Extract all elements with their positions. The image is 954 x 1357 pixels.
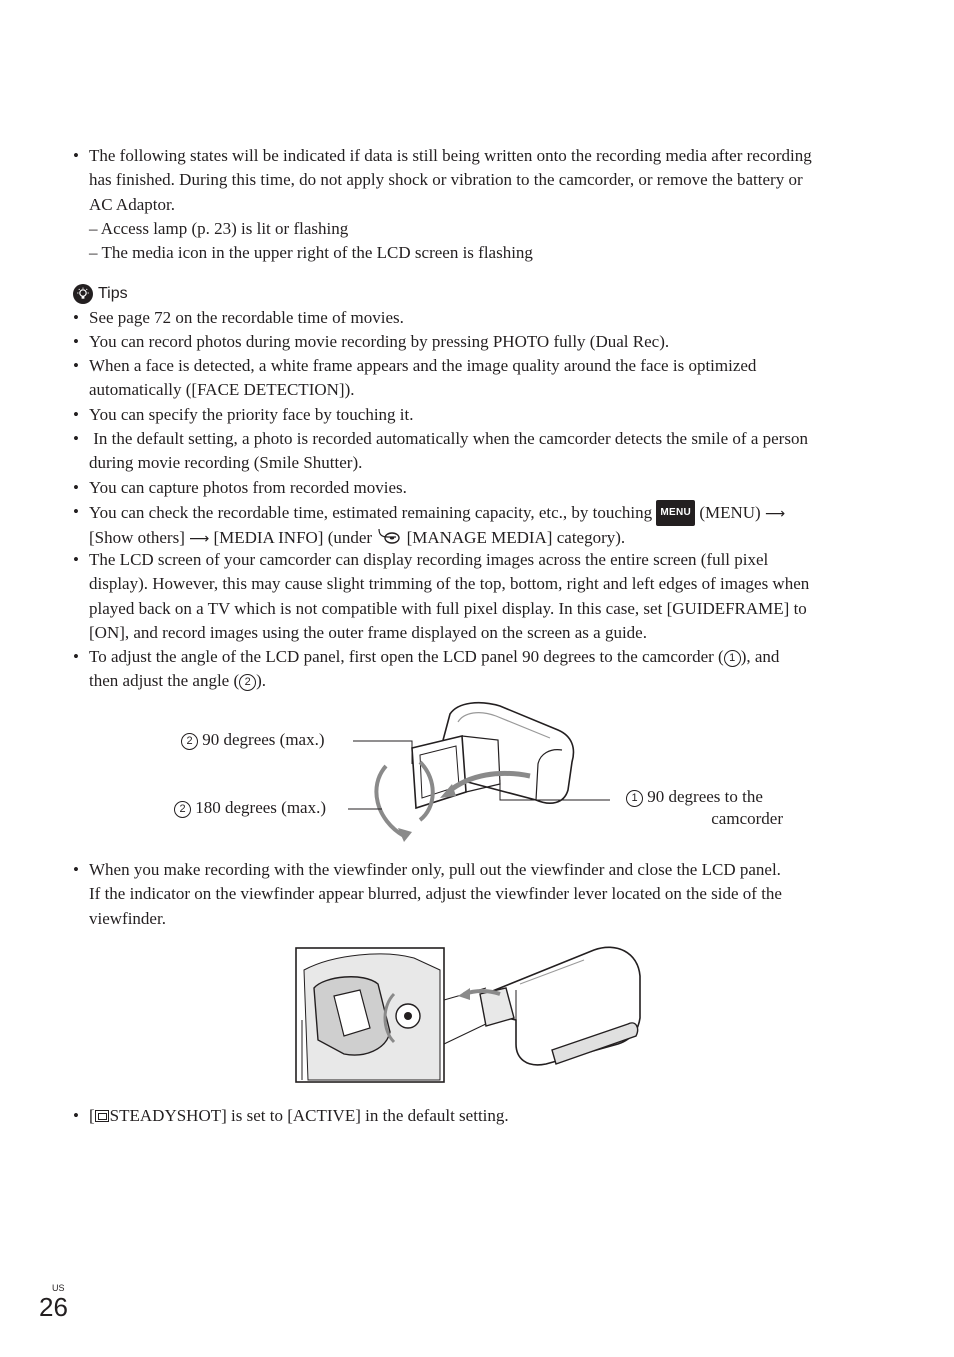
tip-line (89, 669, 873, 693)
tip-text: during movie recording (Smile Shutter). (89, 453, 363, 473)
tip-text: To adjust the angle of the LCD panel, first open the LCD panel 90 degrees to the camcorder ( (89, 647, 724, 666)
dash-item-media-icon: – The media icon in the upper right of the LCD screen is flashing (89, 243, 533, 262)
tip-item (73, 427, 873, 476)
tip-text: [MEDIA INFO] (under (213, 528, 373, 548)
steadyshot-text: STEADYSHOT] is set to [ACTIVE] in the default setting. (109, 1106, 509, 1125)
tip-line (89, 645, 873, 669)
tip-text: then adjust the angle ( (89, 671, 240, 691)
tips-heading (73, 283, 128, 305)
bullet-dot: • (73, 478, 79, 497)
label-90-max (181, 729, 325, 751)
tip-text: In the default setting, a photo is recorded automatically when the camcorder detects the smile of a person (89, 429, 808, 448)
label-text: camcorder (711, 809, 783, 828)
tip-text: automatically ([FACE DETECTION]). (89, 380, 355, 400)
leader-90-max (353, 741, 412, 764)
bullet-dot: • (73, 860, 79, 879)
tip-item-lcd-angle (73, 645, 873, 694)
bullet-line: viewfinder. (89, 908, 166, 928)
tip-text: The LCD screen of your camcorder can display recording images across the entire screen (full pixel (89, 550, 769, 569)
right-arrow-icon: ⟶ (189, 531, 210, 548)
tip-text: You can specify the priority face by touching it. (89, 405, 414, 424)
bullet-dot: • (73, 429, 79, 448)
bullet-line: has finished. During this time, do not apply shock or vibration to the camcorder, or remove the battery or (89, 170, 803, 190)
lcd-angle-illustration (340, 700, 630, 845)
tip-item (73, 403, 873, 427)
bullet-line (89, 1104, 873, 1128)
rotate-arrow (376, 766, 404, 836)
pull-arrowhead (458, 988, 470, 1000)
tip-text: played back on a TV which is not compatible with full pixel display. In this case, set [GUIDEFRAME] to (89, 598, 807, 618)
circled-number: 2 (181, 733, 198, 750)
tip-text: See page 72 on the recordable time of movies. (89, 308, 404, 327)
bullet-line: AC Adaptor. (89, 194, 175, 214)
tip-item-media-info (73, 500, 873, 552)
tip-text: You can record photos during movie recording by pressing PHOTO fully (Dual Rec). (89, 332, 670, 351)
bullet-line: The following states will be indicated if data is still being written onto the recording media after recording (89, 146, 812, 165)
tip-text: display). However, this may cause slight trimming of the top, bottom, right and left edges of images when (89, 574, 810, 594)
lever-knob (404, 1012, 412, 1020)
connector-line (444, 1022, 490, 1044)
movie-film-icon (95, 1110, 109, 1122)
bullet-dot: • (73, 356, 79, 375)
circled-number: 2 (174, 801, 191, 818)
label-text: 180 degrees (max.) (195, 798, 327, 817)
tip-text: ), and (740, 647, 780, 666)
tip-text: (MENU) (699, 503, 761, 522)
page-number: 26 (39, 1292, 68, 1322)
bullet-steadyshot (73, 1104, 873, 1128)
circled-number: 1 (724, 650, 741, 667)
tip-text: You can capture photos from recorded movies. (89, 478, 407, 497)
bullet-line: When you make recording with the viewfinder only, pull out the viewfinder and close the LCD panel. (89, 860, 781, 879)
right-arrow-icon: ⟶ (764, 506, 786, 522)
tip-item (73, 476, 873, 500)
bullet-dot: • (73, 647, 79, 666)
tip-text: [MANAGE MEDIA] category). (406, 528, 626, 548)
tip-line (89, 500, 873, 526)
tip-item (73, 306, 873, 330)
bullet-dot: • (73, 405, 79, 424)
tip-text: When a face is detected, a white frame appears and the image quality around the face is optimized (89, 356, 757, 375)
tip-item (73, 548, 873, 646)
tip-text: You can check the recordable time, estimated remaining capacity, etc., by touching (89, 503, 653, 522)
region-code: US (52, 1283, 65, 1293)
bracket-text: [ (89, 1106, 95, 1125)
bullet-dot: • (73, 550, 79, 569)
bullet-data-writing (73, 144, 873, 217)
label-90-to-camcorder (626, 786, 783, 830)
dash-item-access-lamp: – Access lamp (p. 23) is lit or flashing (89, 219, 349, 238)
bullet-line: If the indicator on the viewfinder appear blurred, adjust the viewfinder lever located on the side of the (89, 884, 782, 904)
lightbulb-icon (73, 284, 93, 304)
label-180-max (174, 797, 326, 819)
tips-label: Tips (98, 285, 128, 302)
viewfinder-illustration (294, 940, 644, 1085)
bullet-dot: • (73, 1106, 79, 1125)
tip-text: [ON], and record images using the outer frame displayed on the screen as a guide. (89, 623, 647, 643)
bullet-dot: • (73, 502, 79, 521)
label-text: 90 degrees (max.) (202, 730, 325, 749)
circled-number: 1 (626, 790, 643, 807)
bullet-viewfinder (73, 858, 873, 931)
circled-number: 2 (239, 674, 256, 691)
tip-text: [Show others] (89, 528, 185, 548)
label-text: 90 degrees to the (647, 787, 763, 806)
tip-item (73, 354, 873, 403)
tip-text: ). (256, 671, 267, 691)
manage-media-icon (376, 527, 402, 545)
bullet-dot: • (73, 308, 79, 327)
tip-item (73, 330, 873, 354)
bullet-dot: • (73, 146, 79, 165)
menu-button-badge: MENU (656, 500, 695, 526)
bullet-dot: • (73, 332, 79, 351)
